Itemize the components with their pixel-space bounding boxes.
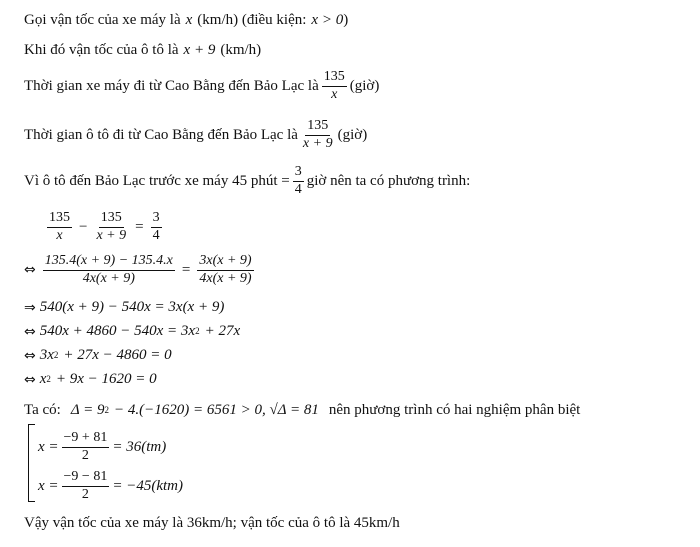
equivalence-arrow: ⇔ — [24, 371, 36, 388]
text: Thời gian xe máy đi từ Cao Bằng đến Bảo Lạc là — [24, 77, 319, 94]
text: (km/h) — [220, 42, 262, 58]
fraction — [322, 70, 347, 102]
numerator: −9 − 81 — [62, 470, 110, 487]
equation-1 — [44, 211, 165, 243]
math-cond: x > 0 — [311, 12, 344, 28]
text: (giờ) — [349, 77, 380, 94]
numerator: 135 — [99, 211, 124, 228]
operator: − — [79, 218, 88, 235]
line-car-speed — [24, 43, 261, 58]
fraction — [94, 211, 128, 243]
equation-6 — [24, 372, 157, 387]
fraction — [301, 119, 335, 151]
math-rhs: = 36(tm) — [112, 438, 167, 455]
numerator: 3x(x + 9) — [197, 254, 253, 271]
denominator: 4 — [294, 181, 302, 197]
operator: = — [135, 218, 144, 235]
math-expr: + 9x − 1620 = 0 — [55, 371, 157, 387]
math-rhs: = −45(ktm) — [112, 477, 183, 494]
equation-5 — [24, 348, 172, 363]
text: Ta có: — [24, 402, 61, 418]
denominator: 2 — [81, 486, 89, 502]
numerator: 135 — [47, 211, 72, 228]
line-car-time — [24, 119, 367, 151]
line-motorbike-time — [24, 70, 379, 102]
equation-4 — [24, 324, 240, 339]
fraction — [62, 470, 110, 502]
numerator: 135 — [322, 70, 347, 87]
equation-3 — [24, 300, 224, 315]
math-expr: 540(x + 9) − 540x = 3x(x + 9) — [39, 299, 225, 315]
exponent: 2 — [46, 374, 51, 384]
numerator: −9 + 81 — [62, 431, 110, 448]
fraction — [47, 211, 72, 243]
text: giờ nên ta có phương trình: — [306, 172, 471, 189]
fraction — [197, 254, 253, 286]
text: ) — [343, 12, 349, 28]
denominator: 4x(x + 9) — [82, 270, 135, 286]
equivalence-arrow: ⇔ — [24, 323, 36, 340]
text: Vậy vận tốc của xe máy là 36km/h; vận tốc của ô tô là 45km/h — [24, 515, 400, 531]
text: Thời gian ô tô đi từ Cao Bằng đến Bảo Lạc là — [24, 126, 298, 143]
exponent: 2 — [53, 350, 59, 360]
numerator: 3 — [293, 165, 304, 182]
numerator: 3 — [151, 211, 162, 228]
solution-bracket — [28, 424, 35, 502]
line-discriminant — [24, 403, 580, 418]
equation-2 — [24, 254, 257, 286]
fraction — [62, 431, 110, 463]
text: Gọi vận tốc của xe máy là — [24, 12, 181, 28]
math-lhs: x = — [38, 438, 59, 455]
implies-arrow: ⇒ — [24, 299, 36, 316]
fraction — [293, 165, 304, 197]
denominator: 4 — [152, 227, 160, 243]
text: nên phương trình có hai nghiệm phân biệt — [328, 402, 581, 418]
fraction — [43, 254, 175, 286]
denominator: x — [56, 227, 63, 243]
denominator: x + 9 — [302, 135, 333, 151]
math-expr: x + 9 — [183, 42, 216, 58]
math-expr: − 4.(−1620) = 6561 > 0, √Δ = 81 — [114, 402, 319, 418]
text: (km/h) (điều kiện: — [197, 12, 307, 28]
line-reasoning — [24, 165, 470, 197]
line-conclusion — [24, 516, 400, 531]
denominator: 4x(x + 9) — [199, 270, 252, 286]
text: Khi đó vận tốc của ô tô là — [24, 42, 179, 58]
denominator: x — [331, 86, 338, 102]
operator: = — [181, 261, 191, 278]
numerator: 135.4(x + 9) − 135.4.x — [43, 254, 175, 271]
math-expr: Δ = 9 — [70, 402, 105, 418]
math-expr: x — [39, 371, 47, 387]
equivalence-arrow: ⇔ — [24, 262, 36, 279]
solution-1 — [38, 431, 166, 463]
text: (giờ) — [337, 126, 368, 143]
exponent: 2 — [104, 405, 110, 415]
line-variable-definition — [24, 13, 348, 28]
equivalence-arrow: ⇔ — [24, 347, 36, 364]
math-expr: + 27x − 4860 = 0 — [63, 347, 172, 363]
math-lhs: x = — [38, 477, 59, 494]
fraction — [151, 211, 162, 243]
math-expr: 3x — [39, 347, 54, 363]
math-expr: + 27x — [204, 323, 241, 339]
text: Vì ô tô đến Bảo Lạc trước xe máy 45 phút = — [24, 172, 290, 189]
math-expr: 540x + 4860 − 540x = 3x — [39, 323, 196, 339]
denominator: x + 9 — [96, 227, 127, 243]
solution-2 — [38, 470, 183, 502]
denominator: 2 — [81, 447, 89, 463]
numerator: 135 — [305, 119, 330, 136]
exponent: 2 — [195, 326, 200, 336]
math-var: x — [185, 12, 193, 28]
